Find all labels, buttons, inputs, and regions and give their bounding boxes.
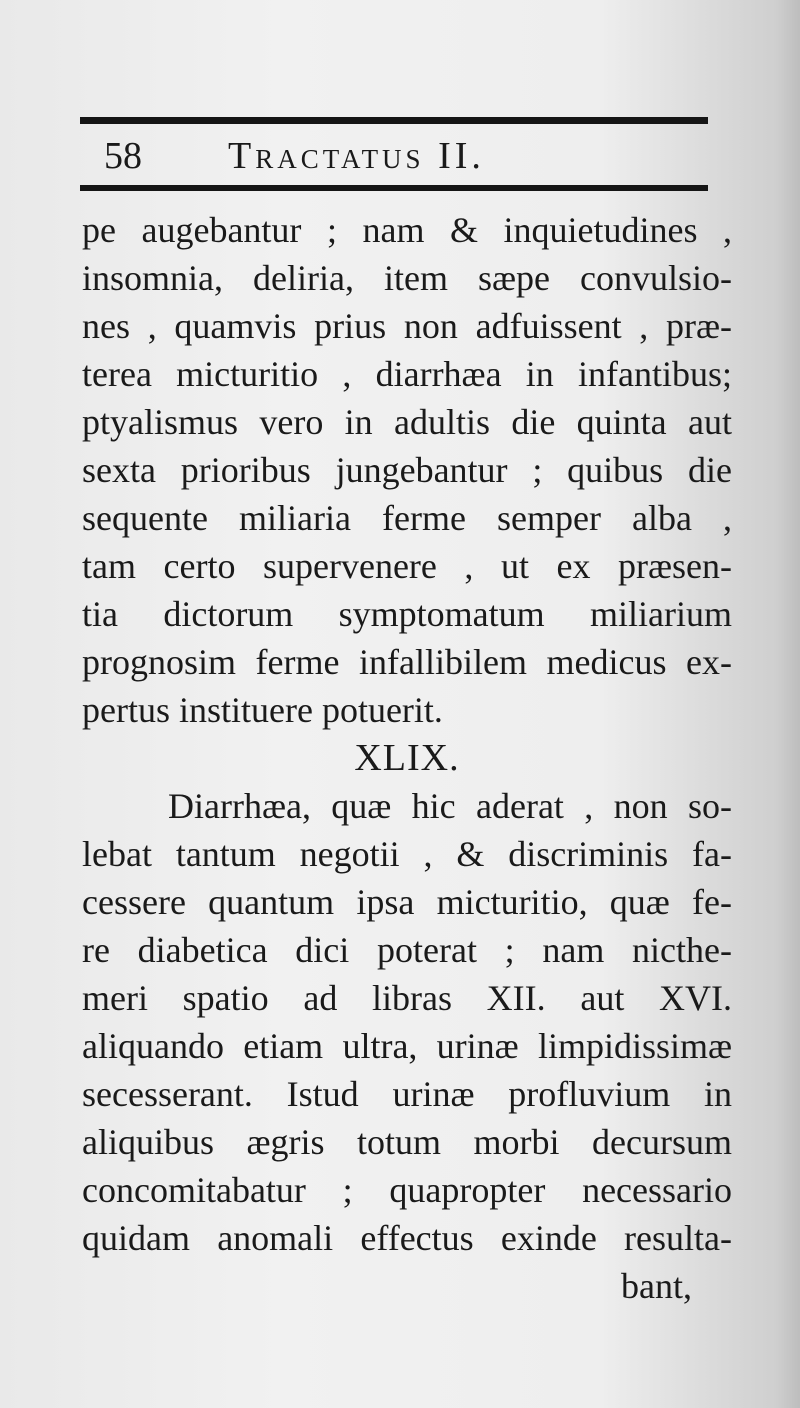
text-line: aliquando etiam ultra, urinæ limpidissimæ (82, 1026, 732, 1066)
header-rule-top (80, 117, 708, 124)
text-line: ptyalismus vero in adultis die quinta aut (82, 402, 732, 442)
text-line: nes , quamvis prius non adfuissent , præ- (82, 306, 732, 346)
text-line: sequente miliaria ferme semper alba , (82, 498, 732, 538)
header-rule-bottom (80, 185, 708, 191)
page-number: 58 (104, 135, 142, 177)
text-line: aliquibus ægris totum morbi decursum (82, 1122, 732, 1162)
text-line: secesserant. Istud urinæ profluvium in (82, 1074, 732, 1114)
text-line: cessere quantum ipsa micturitio, quæ fe- (82, 882, 732, 922)
text-line: quidam anomali effectus exinde resulta- (82, 1218, 732, 1258)
section-heading: XLIX. (354, 737, 460, 779)
text-line: pertus instituere potuerit. (82, 690, 443, 730)
text-line: re diabetica dici poterat ; nam nicthe- (82, 930, 732, 970)
text-line: Diarrhæa, quæ hic aderat , non so- (168, 786, 732, 826)
text-line: pe augebantur ; nam & inquietudines , (82, 210, 732, 250)
text-line: concomitabatur ; quapropter necessario (82, 1170, 732, 1210)
text-line: insomnia, deliria, item sæpe convulsio- (82, 258, 732, 298)
text-line: tia dictorum symptomatum miliarium (82, 594, 732, 634)
text-line: terea micturitio , diarrhæa in infantibus; (82, 354, 732, 394)
running-head: Tractatus II. (228, 135, 485, 177)
text-line: tam certo supervenere , ut ex præsen- (82, 546, 732, 586)
text-line: meri spatio ad libras XII. aut XVI. (82, 978, 732, 1018)
text-line: lebat tantum negotii , & discriminis fa- (82, 834, 732, 874)
text-line: prognosim ferme infallibilem medicus ex- (82, 642, 732, 682)
catchword: bant, (621, 1266, 692, 1306)
text-line: sexta prioribus jungebantur ; quibus die (82, 450, 732, 490)
body-text (82, 206, 732, 1310)
running-header (82, 130, 702, 178)
